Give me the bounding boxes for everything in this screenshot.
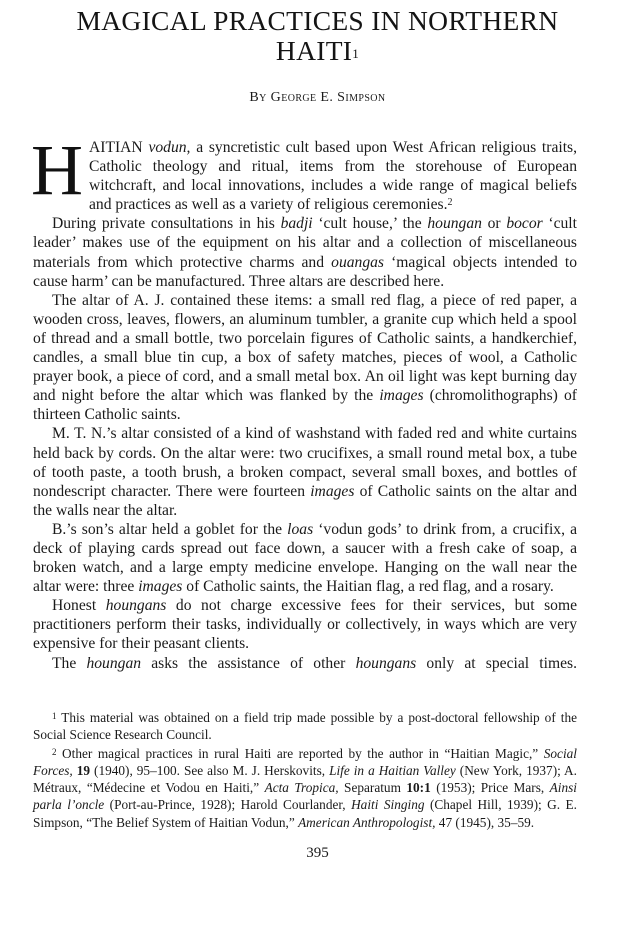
citation-acta-tropica: Acta Tropica, (264, 780, 339, 796)
article-body (31, 130, 578, 673)
author-byline: By George E. Simpson (249, 90, 386, 105)
title-line-2: HAITI (275, 35, 353, 66)
term-bocor: bocor (506, 215, 543, 233)
title-line-1: MAGICAL PRACTICES IN NORTHERN (76, 5, 559, 36)
paragraph-consultations: During private consultations in his badji ‘cult house,’ the houngan or bocor ‘cult leader’ makes use of the equipment on his altar and a collection of miscellaneous materials from which protective charms and ouangas ‘magical objects intended to cause harm’ can be manufactured. Three altars are described here. (33, 215, 577, 290)
term-images: images (310, 482, 355, 500)
title-footnote-marker[interactable]: 1 (352, 46, 360, 61)
paragraph-altar-mtn: M. T. N.’s altar consisted of a kind of washstand with faded red and white curtains held back by cords. On the altar were: two crucifixes, a small round metal box, a tube of tooth paste, a tooth brush, a broken compact, several small boxes, and bottles of nondescript character. There were fourteen images of Catholic saints on the altar and the walls near the altar. (33, 425, 577, 519)
paragraph-altar-aj: The altar of A. J. contained these items: a small red flag, a piece of red paper, a wooden cross, leaves, flowers, an aluminum tumbler, a granite cup which held a spool of thread and a small bottle, two porcelain figures of Catholic saints, a handkerchief, candles, a small blue tin cup, a box of safety matches, pieces of wool, a Catholic prayer book, a piece of cord, and a small metal box. An oil light was kept burning day and night before the altar which was flanked by the images (chromolithographs) of thirteen Catholic saints. (33, 291, 577, 424)
footnote-marker-2[interactable]: 2 (447, 197, 453, 209)
term-loas: loas (287, 520, 314, 538)
paragraph-intro: HAITIAN vodun, a syncretistic cult based upon West African religious traits, Catholic theology and ritual, items from the storehouse of European witchcraft, and local innovations, includes a wide range of magical beliefs and practices as well as a variety of religious ceremonies.$^2$ (31, 130, 578, 214)
footnote-mark-2: 2 (52, 747, 57, 758)
citation-life-haitian-valley: Life in a Haitian Valley (329, 763, 456, 779)
citation-social-forces: Social Forces, (33, 746, 577, 779)
citation-american-anthropologist: American Anthropologist, (298, 814, 436, 830)
term-images: images (379, 387, 424, 405)
footnote-1: $^1$ This material was obtained on a field trip made possible by a post-doctoral fellowship of the Social Science Research Council. (33, 710, 577, 743)
term-vodun: vodun, (148, 139, 191, 156)
paragraph-altar-bson: B.’s son’s altar held a goblet for the loas ‘vodun gods’ to drink from, a crucifix, a deck of playing cards spread out face down, a saucer with a fresh cake of soap, a broken watch, and a large empty medicine envelope. Hanging on the wall near the altar were: three images of Catholic saints, the Haitian flag, a red flag, and a rosary. (33, 520, 577, 596)
article-title (0, 6, 635, 66)
footnote-mark-1: 1 (52, 711, 57, 721)
page-number: 395 (306, 845, 329, 861)
drop-cap: H (31, 130, 83, 210)
term-ouangas: ouangas (331, 253, 384, 271)
footnote-2: $^2$ Other magical practices in rural Haiti are reported by the author in “Haitian Magic,” Social Forces, 19 (1940), 95–100. See also M. J. Herskovits, Life in a Haitian Valley (New York, 1937); A. Métraux, “Médecine et Vodou en Haiti,” Acta Tropica, Separatum 10:1 (1953); Price Mars, Ainsi parla l’oncle (Port-au-Prince, 1928); Harold Courlander, Haiti Singing (Chapel Hill, 1939); G. E. Simpson, “The Belief System of Haitian Vodun,” American Anthropologist, 47 (1945), 35–59. (33, 746, 578, 830)
term-houngans: houngans (355, 654, 417, 672)
citation-haiti-singing: Haiti Singing (351, 797, 425, 813)
term-houngan: houngan (427, 215, 482, 233)
paragraph-fees: Honest houngans do not charge excessive fees for their services, but some practitioners perform their tasks, individually or collectively, in ways which are very expensive for their peasant clients. (33, 597, 577, 653)
term-badji: badji (280, 215, 313, 233)
citation-ainsi-parla: Ainsi parla l’oncle (33, 780, 577, 813)
footnotes (33, 709, 577, 833)
term-houngan: houngan (86, 654, 142, 672)
paragraph-assistance: The houngan asks the assistance of other houngans only at special times. (52, 654, 577, 672)
term-images: images (138, 578, 183, 596)
term-houngans: houngans (105, 597, 167, 615)
